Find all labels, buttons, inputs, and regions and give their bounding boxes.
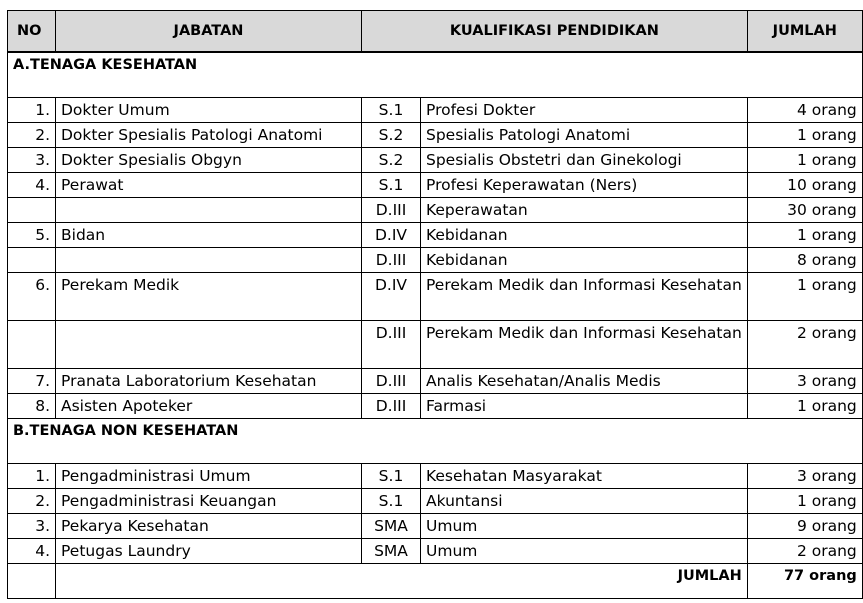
- qualification-cell: Spesialis Obstetri dan Ginekologi: [421, 148, 748, 173]
- staffing-table: [7, 10, 863, 599]
- position-cell: Pekarya Kesehatan: [56, 514, 362, 539]
- count-cell: 10 orang: [747, 173, 862, 198]
- education-level-cell: S.2: [362, 123, 421, 148]
- qualification-cell: Perekam Medik dan Informasi Kesehatan: [421, 273, 748, 321]
- count-cell: 1 orang: [747, 123, 862, 148]
- count-cell: 1 orang: [747, 223, 862, 248]
- table-row: [8, 514, 863, 539]
- count-cell: 3 orang: [747, 464, 862, 489]
- count-cell: 1 orang: [747, 489, 862, 514]
- row-number: 3.: [8, 148, 56, 173]
- count-cell: 9 orang: [747, 514, 862, 539]
- row-number: 2.: [8, 123, 56, 148]
- position-cell: Perawat: [56, 173, 362, 198]
- table-row: [8, 369, 863, 394]
- education-level-cell: D.IV: [362, 273, 421, 321]
- education-level-cell: S.1: [362, 464, 421, 489]
- section-a-heading-row: [8, 52, 863, 98]
- education-level-cell: SMA: [362, 539, 421, 564]
- table-row: [8, 248, 863, 273]
- section-a-title: A.TENAGA KESEHATAN: [8, 52, 863, 98]
- qualification-cell: Kesehatan Masyarakat: [421, 464, 748, 489]
- position-cell: Pengadministrasi Keuangan: [56, 489, 362, 514]
- education-level-cell: S.1: [362, 173, 421, 198]
- count-cell: 3 orang: [747, 369, 862, 394]
- total-label: JUMLAH: [56, 564, 748, 599]
- qualification-cell: Profesi Keperawatan (Ners): [421, 173, 748, 198]
- table-row: [8, 223, 863, 248]
- education-level-cell: S.1: [362, 489, 421, 514]
- row-number: 5.: [8, 223, 56, 248]
- education-level-cell: S.1: [362, 98, 421, 123]
- header-jabatan: JABATAN: [56, 11, 362, 53]
- row-number: 4.: [8, 173, 56, 198]
- table-row: [8, 394, 863, 419]
- header-no: NO: [8, 11, 56, 53]
- qualification-cell: Perekam Medik dan Informasi Kesehatan: [421, 321, 748, 369]
- row-number: 1.: [8, 464, 56, 489]
- position-cell: [56, 198, 362, 223]
- count-cell: 2 orang: [747, 321, 862, 369]
- count-cell: 4 orang: [747, 98, 862, 123]
- qualification-cell: Kebidanan: [421, 248, 748, 273]
- qualification-cell: Spesialis Patologi Anatomi: [421, 123, 748, 148]
- position-cell: Asisten Apoteker: [56, 394, 362, 419]
- education-level-cell: D.III: [362, 321, 421, 369]
- table-row: [8, 98, 863, 123]
- qualification-cell: Analis Kesehatan/Analis Medis: [421, 369, 748, 394]
- row-number: 8.: [8, 394, 56, 419]
- table-row: [8, 539, 863, 564]
- header-row: [8, 11, 863, 53]
- table-row: [8, 198, 863, 223]
- qualification-cell: Umum: [421, 539, 748, 564]
- education-level-cell: D.III: [362, 394, 421, 419]
- table-row: [8, 321, 863, 369]
- count-cell: 8 orang: [747, 248, 862, 273]
- count-cell: 1 orang: [747, 273, 862, 321]
- qualification-cell: Keperawatan: [421, 198, 748, 223]
- position-cell: [56, 248, 362, 273]
- table-row: [8, 173, 863, 198]
- row-number: 3.: [8, 514, 56, 539]
- total-value: 77 orang: [747, 564, 862, 599]
- count-cell: 1 orang: [747, 148, 862, 173]
- total-row: [8, 564, 863, 599]
- row-number: 2.: [8, 489, 56, 514]
- row-number: 6.: [8, 273, 56, 321]
- count-cell: 30 orang: [747, 198, 862, 223]
- count-cell: 1 orang: [747, 394, 862, 419]
- header-jumlah: JUMLAH: [747, 11, 862, 53]
- position-cell: [56, 321, 362, 369]
- education-level-cell: D.III: [362, 369, 421, 394]
- row-number: [8, 321, 56, 369]
- position-cell: Dokter Spesialis Patologi Anatomi: [56, 123, 362, 148]
- education-level-cell: D.IV: [362, 223, 421, 248]
- qualification-cell: Kebidanan: [421, 223, 748, 248]
- education-level-cell: D.III: [362, 248, 421, 273]
- education-level-cell: SMA: [362, 514, 421, 539]
- qualification-cell: Umum: [421, 514, 748, 539]
- qualification-cell: Akuntansi: [421, 489, 748, 514]
- position-cell: Perekam Medik: [56, 273, 362, 321]
- position-cell: Dokter Spesialis Obgyn: [56, 148, 362, 173]
- position-cell: Pranata Laboratorium Kesehatan: [56, 369, 362, 394]
- row-number: [8, 248, 56, 273]
- section-b-heading-row: [8, 419, 863, 464]
- position-cell: Bidan: [56, 223, 362, 248]
- table-row: [8, 273, 863, 321]
- table-row: [8, 489, 863, 514]
- education-level-cell: S.2: [362, 148, 421, 173]
- position-cell: Pengadministrasi Umum: [56, 464, 362, 489]
- row-number: [8, 198, 56, 223]
- qualification-cell: Profesi Dokter: [421, 98, 748, 123]
- section-b-title: B.TENAGA NON KESEHATAN: [8, 419, 863, 464]
- position-cell: Petugas Laundry: [56, 539, 362, 564]
- row-number: 7.: [8, 369, 56, 394]
- row-number: 1.: [8, 98, 56, 123]
- table-row: [8, 464, 863, 489]
- education-level-cell: D.III: [362, 198, 421, 223]
- total-blank-cell: [8, 564, 56, 599]
- table-row: [8, 148, 863, 173]
- row-number: 4.: [8, 539, 56, 564]
- position-cell: Dokter Umum: [56, 98, 362, 123]
- count-cell: 2 orang: [747, 539, 862, 564]
- table-row: [8, 123, 863, 148]
- header-kualifikasi: KUALIFIKASI PENDIDIKAN: [362, 11, 748, 53]
- qualification-cell: Farmasi: [421, 394, 748, 419]
